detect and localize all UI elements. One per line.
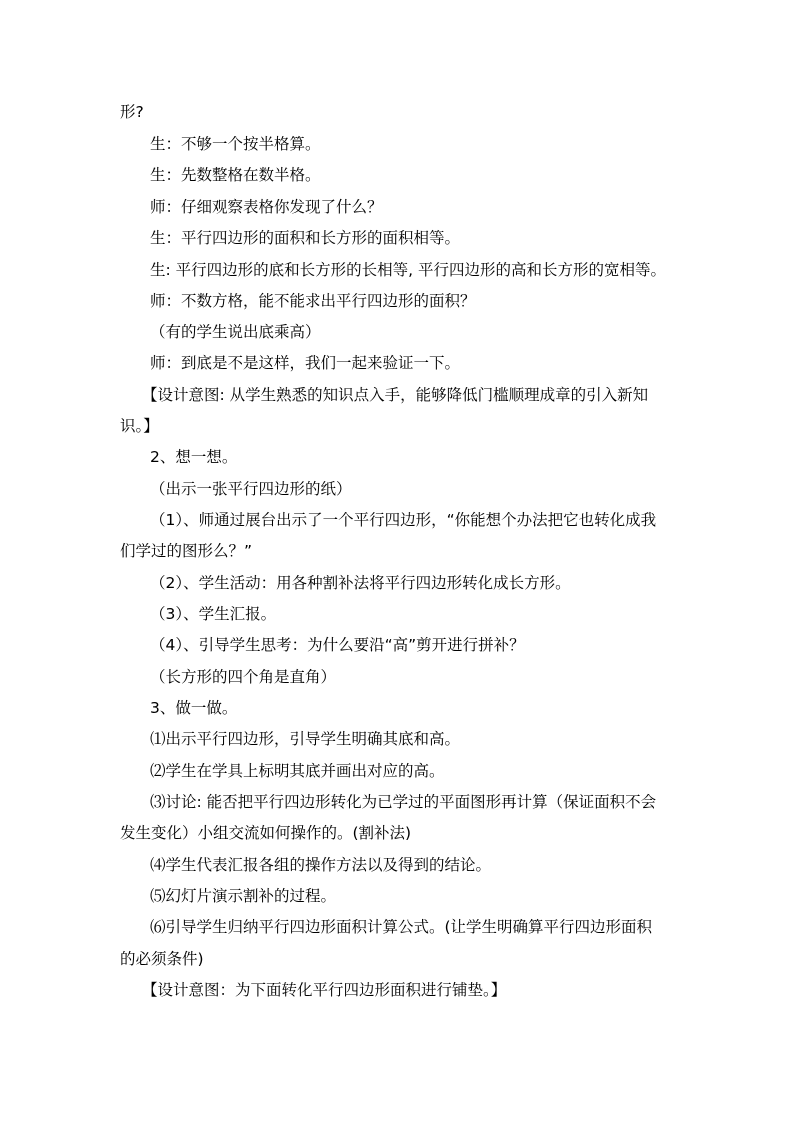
design-intent-note: 【设计意图：为下面转化平行四边形面积进行铺垫。】 [142,981,507,999]
text-line: ⑵学生在学具上标明其底并画出对应的高。 [150,762,445,780]
text-line: ⑸幻灯片演示割补的过程。 [150,887,337,905]
text-line: （有的学生说出底乘高） [150,323,321,341]
text-line: （3）、学生汇报。 [150,605,277,623]
text-line: 生：平行四边形的面积和长方形的面积相等。 [150,229,461,247]
text-line: （出示一张平行四边形的纸） [150,480,352,498]
text-line: （长方形的四个角是直角） [150,668,337,686]
text-line: ⑴出示平行四边形，引导学生明确其底和高。 [150,730,461,748]
design-intent-note: 【设计意图: 从学生熟悉的知识点入手，能够降低门槛顺理成章的引入新知 [142,386,649,404]
text-line: 们学过的图形么？” [120,542,253,560]
text-line: 的必须条件) [120,950,204,968]
text-line: （2）、学生活动：用各种割补法将平行四边形转化成长方形。 [150,574,571,592]
text-line: 识。】 [120,417,159,435]
text-line: 师：不数方格，能不能求出平行四边形的面积？ [150,292,476,310]
text-line: ⑶讨论: 能否把平行四边形转化为已学过的平面图形再计算（保证面积不会 [150,793,657,811]
section-heading: 3、做一做。 [150,699,238,717]
text-line: ⑹引导学生归纳平行四边形面积计算公式。(让学生明确算平行四边形面积 [150,918,653,936]
text-line: 师：仔细观察表格你发现了什么？ [150,198,383,216]
text-line: 形? [120,103,144,121]
section-heading: 2、想一想。 [150,448,238,466]
text-line: （1）、师通过展台出示了一个平行四边形，“你能想个办法把它也转化成我 [150,511,657,529]
text-line: 发生变化）小组交流如何操作的。(割补法) [120,824,412,842]
text-line: 生：不够一个按半格算。 [150,135,321,153]
text-line: （4）、引导学生思考：为什么要沿“高”剪开进行拼补？ [150,636,525,654]
text-line: 师：到底是不是这样，我们一起来验证一下。 [150,354,461,372]
text-line: ⑷学生代表汇报各组的操作方法以及得到的结论。 [150,856,492,874]
text-line: 生: 平行四边形的底和长方形的长相等, 平行四边形的高和长方形的宽相等。 [150,261,667,279]
text-line: 生：先数整格在数半格。 [150,166,321,184]
